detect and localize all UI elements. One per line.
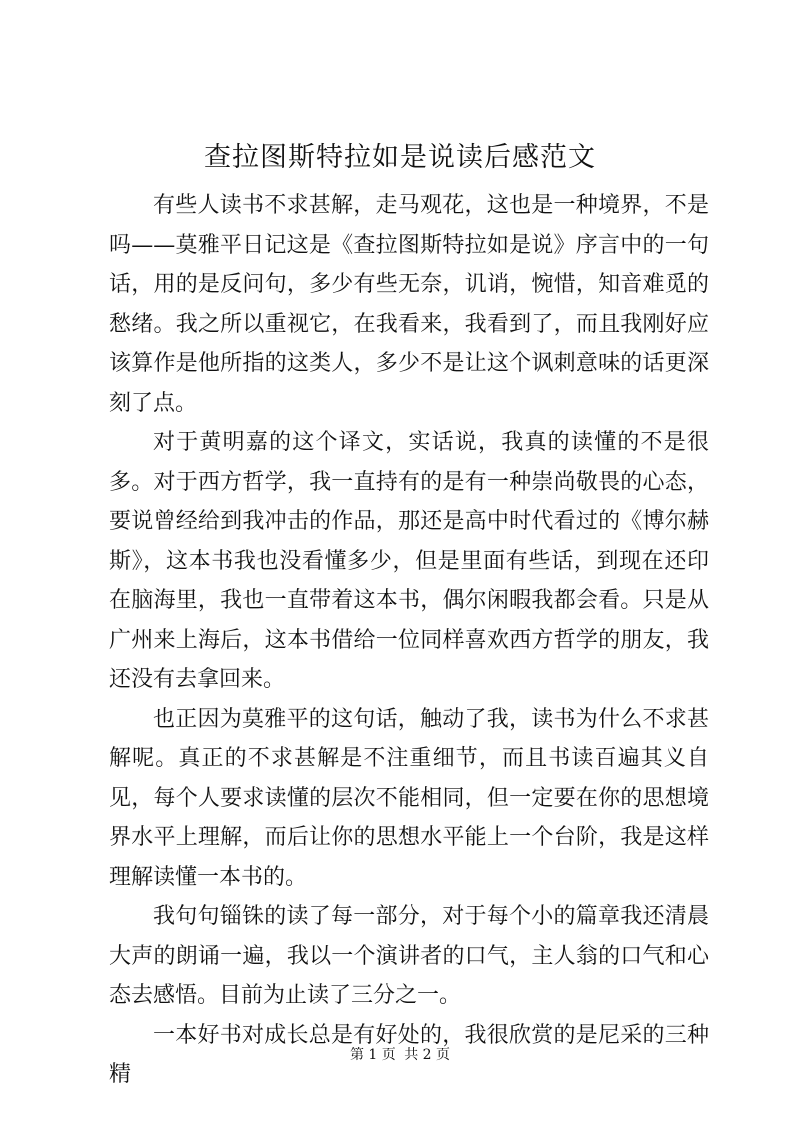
page-total: 共 2 页	[404, 1047, 451, 1063]
paragraph-5: 一本好书对成长总是有好处的，我很欣赏的是尼采的三种精	[109, 1022, 709, 1087]
page-number: 第 1 页	[349, 1047, 396, 1063]
document-title: 查拉图斯特拉如是说读后感范文	[204, 142, 596, 173]
paragraph-4: 我句句锱铢的读了每一部分，对于每个小的篇章我还清晨大声的朗诵一遍，我以一个演讲者的口气，主人翁的口气和心态去感悟。目前为止读了三分之一。	[109, 904, 709, 1008]
page-footer	[0, 1045, 800, 1065]
paragraph-1: 有些人读书不求甚解，走马观花，这也是一种境界，不是吗——莫雅平日记这是《查拉图斯特拉如是说》序言中的一句话，用的是反问句，多少有些无奈，讥诮，惋惜，知音难觅的愁绪。我之所以重视它，在我看来，我看到了，而且我刚好应该算作是他所指的这类人，多少不是让这个讽刺意味的话更深刻了点。	[109, 193, 709, 416]
paragraph-2: 对于黄明嘉的这个译文，实话说，我真的读懂的不是很多。对于西方哲学，我一直持有的是有一种崇尚敬畏的心态，要说曾经给到我冲击的作品，那还是高中时代看过的《博尔赫斯》，这本书我也没看懂多少，但是里面有些话，到现在还印在脑海里，我也一直带着这本书，偶尔闲暇我都会看。只是从广州来上海后，这本书借给一位同样喜欢西方哲学的朋友，我还没有去拿回来。	[109, 430, 709, 692]
paragraph-3: 也正因为莫雅平的这句话，触动了我，读书为什么不求甚解呢。真正的不求甚解是不注重细节，而且书读百遍其义自见，每个人要求读懂的层次不能相同，但一定要在你的思想境界水平上理解，而后让你的思想水平能上一个台阶，我是这样理解读懂一本书的。	[109, 706, 709, 890]
document-body	[109, 186, 709, 1095]
